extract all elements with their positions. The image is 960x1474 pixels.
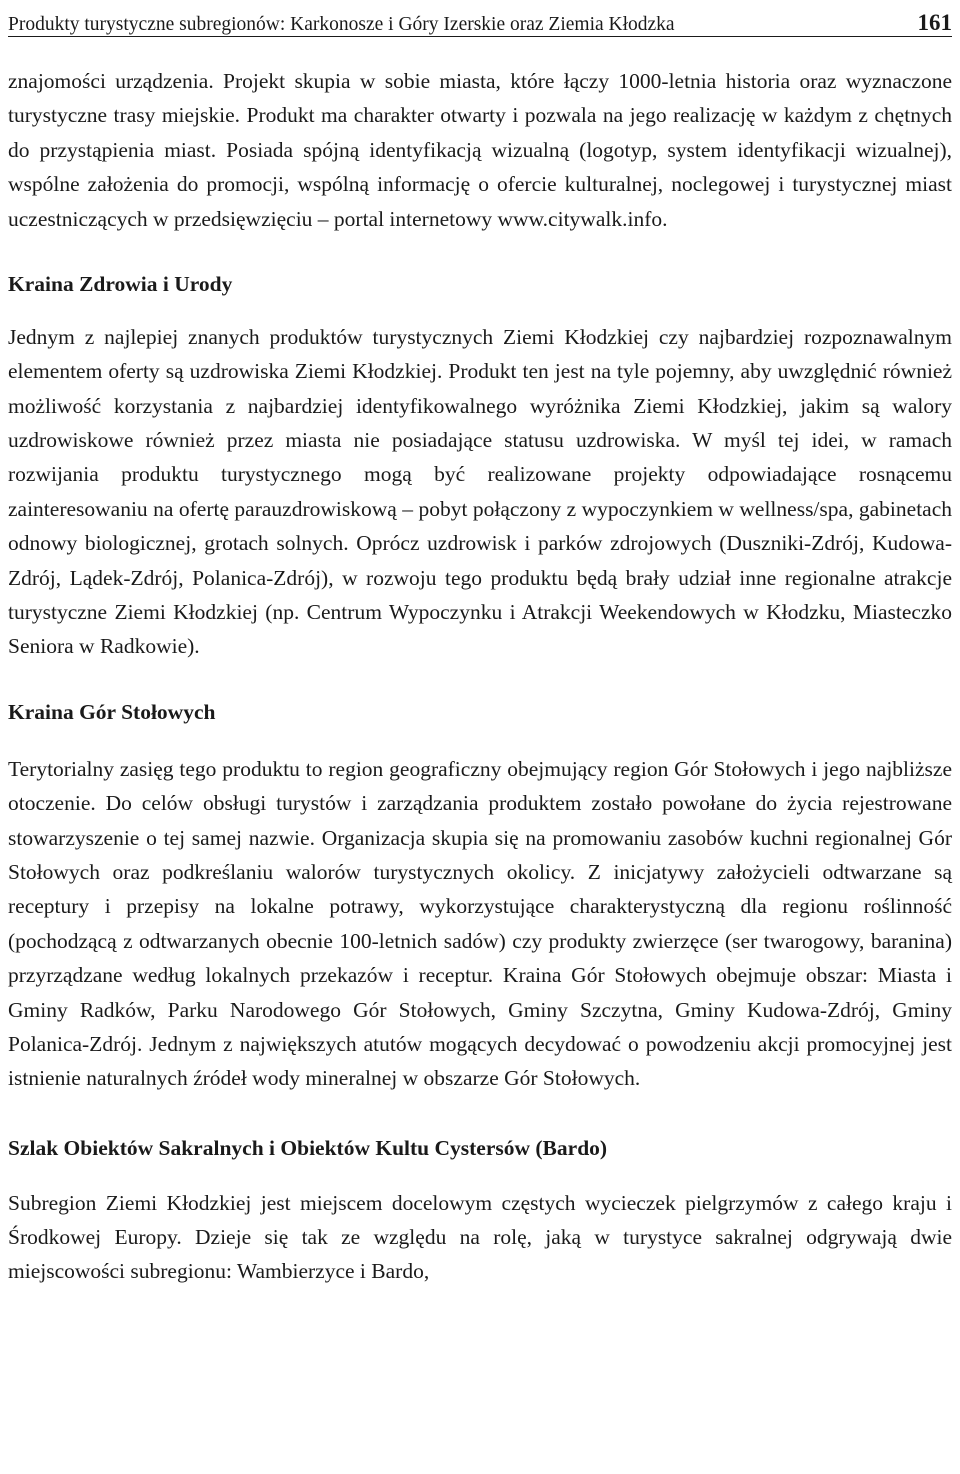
- running-title: Produkty turystyczne subregionów: Karkonosze i Góry Izerskie oraz Ziemia Kłodzka: [8, 13, 675, 35]
- section-paragraph-szlak-obiektow-sakralnych: Subregion Ziemi Kłodzkiej jest miejscem docelowym częstych wycieczek pielgrzymów z całego kraju i Środkowej Europy. Dzieje się tak ze względu na rolę, jaką w turystyce sakralnej odgrywają dwie miejscowości subregionu: Wambierzyce i Bardo,: [8, 1190, 952, 1284]
- section-paragraph-kraina-gor-stolowych: Terytorialny zasięg tego produktu to region geograficzny obejmujący region Gór Stołowych i jego najbliższe otoczenie. Do celów obsługi turystów i zarządzania produktem zostało powołane do życia rejestrowane stowarzyszenie o tej samej nazwie. Organizacja skupia się na promowaniu zasobów kuchni regionalnej Gór Stołowych oraz podkreślaniu walorów turystycznych okolicy. Z inicjatywy założycieli odtwarzane są receptury i przepisy na lokalne potrawy, wykorzystujące charakterystyczną dla regionu roślinność (pochodzącą z odtwarzanych obecnie 100-letnich sadów) czy produkty zwierzęce (ser twarogowy, baranina) przyrządzane według lokalnych przekazów i receptur. Kraina Gór Stołowych obejmuje obszar: Miasta i Gminy Radków, Parku Narodowego Gór Stołowych, Gminy Szczytna, Gminy Kudowa-Zdrój, Gminy Polanica-Zdrój. Jednym z największych atutów mogących decydować o powodzeniu akcji promocyjnej jest istnienie naturalnych źródeł wody mineralnej w obszarze Gór Stołowych.: [8, 756, 952, 1091]
- section-heading-kraina-gor-stolowych: Kraina Gór Stołowych: [8, 699, 216, 724]
- page-body: [8, 64, 952, 1289]
- section-paragraph-kraina-zdrowia: Jednym z najlepiej znanych produktów turystycznych Ziemi Kłodzkiej czy najbardziej rozpoznawalnym elementem oferty są uzdrowiska Ziemi Kłodzkiej. Produkt ten jest na tyle pojemny, aby uwzględnić również możliwość korzystania z najbardziej identyfikowalnego wyróżnika Ziemi Kłodzkiej, jakim są walory uzdrowiskowe również przez miasta nie posiadające statusu uzdrowiska. W myśl tej idei, w ramach rozwijania produktu turystycznego mogą być realizowane projekty odpowiadające rosnącemu zainteresowaniu na ofertę parauzdrowiskową – pobyt połączony z wypoczynkiem w wellness/spa, gabinetach odnowy biologicznej, grotach solnych. Oprócz uzdrowisk i parków zdrojowych (Duszniki-Zdrój, Kudowa-Zdrój, Lądek-Zdrój, Polanica-Zdrój), w rozwoju tego produktu będą brały udział inne regionalne atrakcje turystyczne Ziemi Kłodzkiej (np. Centrum Wypoczynku i Atrakcji Weekendowych w Kłodzku, Miasteczko Seniora w Radkowie).: [8, 324, 952, 659]
- page-number: 161: [917, 10, 952, 35]
- running-header: [8, 0, 952, 34]
- section-heading-szlak-obiektow-sakralnych: Szlak Obiektów Sakralnych i Obiektów Kultu Cystersów (Bardo): [8, 1135, 608, 1160]
- section-heading-kraina-zdrowia: Kraina Zdrowia i Urody: [8, 272, 233, 297]
- header-rule: [8, 36, 952, 37]
- intro-paragraph: znajomości urządzenia. Projekt skupia w sobie miasta, które łączy 1000-letnia historia oraz wyznaczone turystyczne trasy miejskie. Produkt ma charakter otwarty i pozwala na jego realizację w każdym z chętnych do przystąpienia miast. Posiada spójną identyfikacją wizualną (logotyp, system identyfikacji wizualnej), wspólne założenia do promocji, wspólną informację o ofercie kulturalnej, noclegowej i turystycznej miast uczestniczących w przedsięwzięciu – portal internetowy www.citywalk.info.: [8, 69, 952, 231]
